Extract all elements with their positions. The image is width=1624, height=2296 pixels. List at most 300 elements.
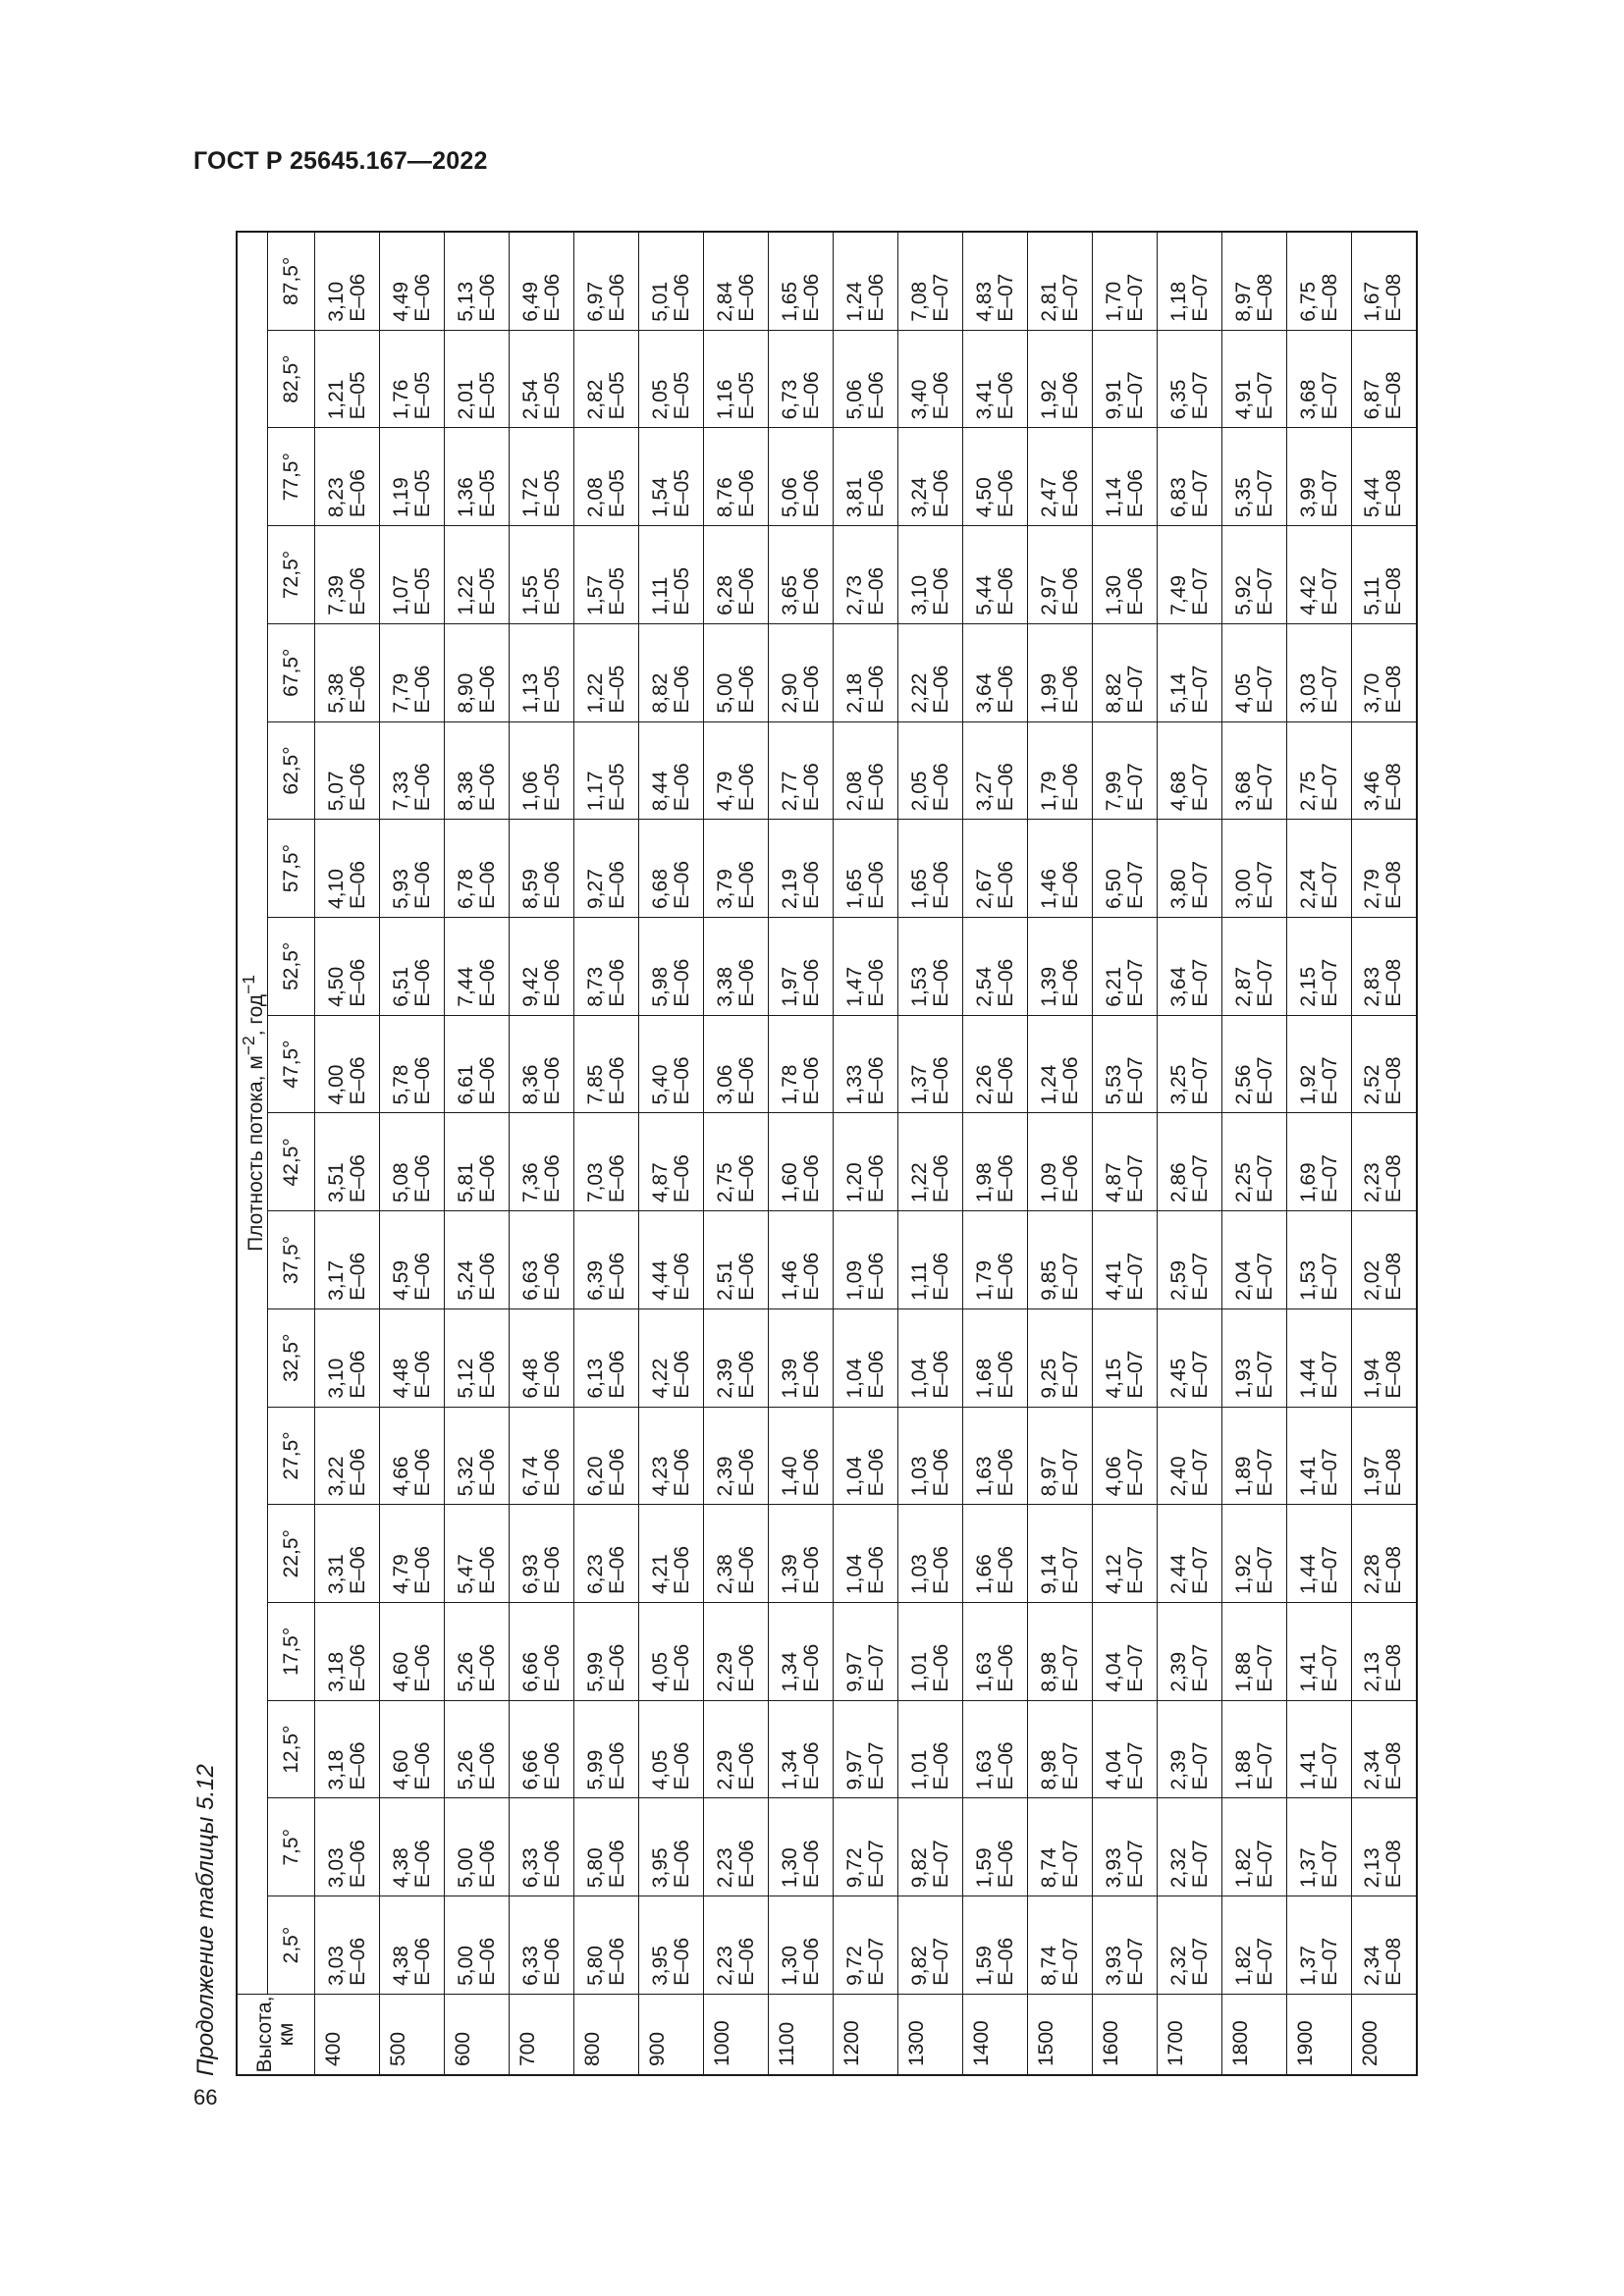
height-cell: 1500 xyxy=(1028,1994,1093,2075)
flux-mantissa: 1,34 xyxy=(778,1651,801,1692)
flux-value-cell xyxy=(639,1700,704,1798)
flux-mantissa: 6,66 xyxy=(518,1651,542,1692)
flux-mantissa: 1,04 xyxy=(907,1358,931,1399)
flux-exponent: E–07 xyxy=(1253,566,1276,615)
flux-exponent: E–06 xyxy=(410,1252,434,1301)
flux-mantissa: 1,65 xyxy=(842,869,866,909)
flux-mantissa: 1,03 xyxy=(907,1554,931,1595)
flux-mantissa: 2,47 xyxy=(1037,477,1060,518)
flux-mantissa: 6,61 xyxy=(454,1064,477,1105)
flux-value-cell xyxy=(1222,918,1287,1016)
table-row xyxy=(1287,232,1352,2075)
flux-mantissa: 2,13 xyxy=(1361,1651,1384,1692)
flux-value-cell xyxy=(834,1308,898,1407)
flux-exponent: E–07 xyxy=(1188,371,1212,420)
flux-exponent: E–07 xyxy=(1253,958,1276,1007)
flux-exponent: E–07 xyxy=(1188,273,1212,322)
flux-mantissa: 9,42 xyxy=(518,966,542,1007)
flux-mantissa: 1,11 xyxy=(907,1261,931,1301)
flux-header-text: Плотность потока, м xyxy=(244,1055,267,1252)
flux-value-cell xyxy=(574,1505,639,1603)
flux-value-cell xyxy=(574,820,639,918)
flux-mantissa: 2,87 xyxy=(1231,966,1255,1007)
flux-value-cell xyxy=(1222,1603,1287,1701)
flux-value-cell xyxy=(639,1113,704,1211)
flux-mantissa: 1,78 xyxy=(778,1064,801,1105)
flux-value-cell xyxy=(898,232,963,330)
flux-exponent: E–05 xyxy=(670,566,693,615)
flux-value-cell xyxy=(510,1308,574,1407)
flux-exponent: E–06 xyxy=(605,1252,628,1301)
flux-mantissa: 5,47 xyxy=(454,1554,477,1595)
flux-exponent: E–05 xyxy=(605,371,628,420)
flux-exponent: E–06 xyxy=(994,1840,1017,1889)
flux-value-cell xyxy=(445,623,510,721)
flux-value-cell xyxy=(1287,1505,1352,1603)
flux-exponent: E–06 xyxy=(994,1154,1017,1203)
flux-exponent: E–06 xyxy=(670,1937,693,1986)
flux-exponent: E–06 xyxy=(540,273,564,322)
flux-exponent: E–05 xyxy=(540,665,564,714)
flux-exponent: E–06 xyxy=(605,1937,628,1986)
angle-header: 27,5° xyxy=(268,1407,315,1505)
flux-exponent: E–06 xyxy=(475,273,499,322)
flux-exponent: E–06 xyxy=(670,1545,693,1595)
flux-exponent: E–06 xyxy=(410,1643,434,1692)
flux-value-cell xyxy=(834,1113,898,1211)
flux-value-cell xyxy=(510,721,574,820)
flux-mantissa: 4,87 xyxy=(648,1162,672,1203)
flux-value-cell xyxy=(1028,428,1093,526)
flux-value-cell xyxy=(834,1603,898,1701)
angle-header: 42,5° xyxy=(268,1113,315,1211)
flux-mantissa: 8,23 xyxy=(324,477,348,518)
flux-value-cell xyxy=(963,1211,1028,1309)
flux-mantissa: 1,92 xyxy=(1231,1554,1255,1595)
flux-value-cell xyxy=(769,1505,834,1603)
flux-exponent: E–07 xyxy=(1253,1741,1276,1790)
flux-exponent: E–07 xyxy=(1253,763,1276,812)
angle-header-row xyxy=(268,232,315,2075)
flux-exponent: E–07 xyxy=(1253,1448,1276,1497)
flux-exponent: E–06 xyxy=(346,1448,369,1497)
flux-mantissa: 1,79 xyxy=(1037,771,1060,812)
flux-value-cell xyxy=(1158,721,1222,820)
flux-mantissa: 5,99 xyxy=(583,1651,607,1692)
flux-header-unit: , год xyxy=(244,993,267,1037)
flux-value-cell xyxy=(445,1211,510,1309)
flux-value-cell xyxy=(510,623,574,721)
flux-exponent: E–08 xyxy=(1382,1545,1406,1595)
angle-header: 77,5° xyxy=(268,428,315,526)
flux-mantissa: 1,17 xyxy=(583,771,607,812)
flux-value-cell xyxy=(1093,1308,1158,1407)
flux-exponent: E–08 xyxy=(1382,1448,1406,1497)
flux-value-cell xyxy=(1158,1798,1222,1896)
flux-mantissa: 1,39 xyxy=(778,1358,801,1399)
flux-exponent: E–06 xyxy=(734,1448,758,1497)
flux-value-cell xyxy=(380,918,445,1016)
flux-value-cell xyxy=(1158,428,1222,526)
flux-value-cell xyxy=(639,232,704,330)
flux-exponent: E–06 xyxy=(605,273,628,322)
flux-mantissa: 2,59 xyxy=(1166,1260,1190,1301)
flux-value-cell xyxy=(1093,428,1158,526)
flux-exponent: E–06 xyxy=(346,273,369,322)
flux-exponent: E–07 xyxy=(929,273,952,322)
flux-mantissa: 2,39 xyxy=(1166,1651,1190,1692)
flux-mantissa: 4,60 xyxy=(389,1749,412,1790)
flux-exponent: E–08 xyxy=(1382,1840,1406,1889)
flux-mantissa: 4,48 xyxy=(389,1358,412,1399)
flux-mantissa: 6,33 xyxy=(518,1946,542,1986)
flux-mantissa: 1,22 xyxy=(907,1162,931,1203)
flux-exponent: E–06 xyxy=(540,1937,564,1986)
flux-mantissa: 4,06 xyxy=(1102,1456,1125,1497)
flux-value-cell xyxy=(1028,623,1093,721)
flux-exponent: E–06 xyxy=(864,1056,888,1105)
flux-exponent: E–07 xyxy=(1123,273,1147,322)
flux-value-cell xyxy=(574,1407,639,1505)
flux-mantissa: 5,44 xyxy=(972,574,996,615)
flux-exponent: E–06 xyxy=(799,1056,823,1105)
flux-mantissa: 3,93 xyxy=(1102,1847,1125,1889)
flux-mantissa: 1,55 xyxy=(518,574,542,615)
flux-mantissa: 8,97 xyxy=(1231,281,1255,322)
flux-value-cell xyxy=(834,1015,898,1113)
flux-value-cell xyxy=(1093,526,1158,624)
flux-mantissa: 4,79 xyxy=(713,771,736,812)
flux-mantissa: 2,34 xyxy=(1361,1749,1384,1790)
flux-exponent: E–07 xyxy=(1123,1545,1147,1595)
flux-mantissa: 2,29 xyxy=(713,1651,736,1692)
flux-exponent: E–06 xyxy=(799,1154,823,1203)
flux-exponent: E–06 xyxy=(864,1448,888,1497)
flux-value-cell xyxy=(1028,330,1093,428)
flux-mantissa: 1,70 xyxy=(1102,281,1125,322)
flux-exponent: E–06 xyxy=(864,1252,888,1301)
flux-exponent: E–06 xyxy=(670,273,693,322)
flux-exponent: E–06 xyxy=(410,763,434,812)
flux-mantissa: 4,04 xyxy=(1102,1749,1125,1790)
flux-exponent: E–07 xyxy=(1058,1643,1082,1692)
flux-exponent: E–06 xyxy=(475,1448,499,1497)
flux-value-cell xyxy=(769,623,834,721)
flux-exponent: E–06 xyxy=(734,1056,758,1105)
flux-exponent: E–07 xyxy=(1123,1448,1147,1497)
flux-value-cell xyxy=(1287,1798,1352,1896)
flux-mantissa: 1,39 xyxy=(1037,966,1060,1007)
flux-mantissa: 5,01 xyxy=(648,281,672,322)
flux-value-cell xyxy=(315,526,380,624)
flux-mantissa: 1,07 xyxy=(389,574,412,615)
flux-mantissa: 4,79 xyxy=(389,1554,412,1595)
flux-mantissa: 4,50 xyxy=(972,477,996,518)
flux-exponent: E–06 xyxy=(864,371,888,420)
flux-exponent: E–06 xyxy=(475,1741,499,1790)
flux-exponent: E–06 xyxy=(994,469,1017,518)
flux-mantissa: 5,00 xyxy=(713,672,736,714)
flux-exponent: E–07 xyxy=(1318,1350,1341,1399)
flux-mantissa: 4,00 xyxy=(324,1064,348,1105)
flux-mantissa: 1,01 xyxy=(907,1651,931,1692)
flux-value-cell xyxy=(704,1896,769,1995)
flux-exponent: E–07 xyxy=(864,1741,888,1790)
flux-exponent: E–06 xyxy=(929,1056,952,1105)
flux-value-cell xyxy=(1222,330,1287,428)
flux-exponent: E–06 xyxy=(670,1252,693,1301)
flux-value-cell xyxy=(315,232,380,330)
flux-exponent: E–06 xyxy=(410,1154,434,1203)
flux-exponent: E–06 xyxy=(1058,1056,1082,1105)
flux-mantissa: 3,10 xyxy=(324,1358,348,1399)
flux-exponent: E–06 xyxy=(410,1545,434,1595)
flux-exponent: E–07 xyxy=(1253,1252,1276,1301)
table-body xyxy=(315,232,1417,2075)
flux-value-cell xyxy=(639,1505,704,1603)
flux-value-cell xyxy=(445,1407,510,1505)
flux-mantissa: 2,81 xyxy=(1037,281,1060,322)
flux-value-cell xyxy=(510,820,574,918)
flux-exponent: E–06 xyxy=(799,1350,823,1399)
flux-mantissa: 2,05 xyxy=(907,771,931,812)
flux-mantissa: 2,40 xyxy=(1166,1456,1190,1497)
flux-value-cell xyxy=(315,1308,380,1407)
flux-value-cell xyxy=(834,1896,898,1995)
flux-mantissa: 2,18 xyxy=(842,672,866,714)
flux-value-cell xyxy=(574,428,639,526)
flux-exponent: E–07 xyxy=(1123,1056,1147,1105)
flux-mantissa: 5,12 xyxy=(454,1358,477,1399)
flux-value-cell xyxy=(834,1505,898,1603)
flux-mantissa: 3,95 xyxy=(648,1847,672,1889)
flux-value-cell xyxy=(1093,1896,1158,1995)
flux-value-cell xyxy=(834,820,898,918)
flux-value-cell xyxy=(445,428,510,526)
flux-exponent: E–06 xyxy=(864,469,888,518)
flux-mantissa: 5,24 xyxy=(454,1260,477,1301)
flux-mantissa: 3,64 xyxy=(1166,966,1190,1007)
flux-mantissa: 5,32 xyxy=(454,1456,477,1497)
flux-exponent: E–06 xyxy=(929,665,952,714)
flux-exponent: E–06 xyxy=(864,1545,888,1595)
flux-mantissa: 6,78 xyxy=(454,869,477,909)
flux-exponent: E–06 xyxy=(540,1741,564,1790)
flux-value-cell xyxy=(380,1211,445,1309)
flux-mantissa: 5,14 xyxy=(1166,672,1190,714)
flux-exponent: E–06 xyxy=(929,1741,952,1790)
flux-mantissa: 1,13 xyxy=(518,672,542,714)
flux-exponent: E–06 xyxy=(864,1350,888,1399)
flux-exponent: E–07 xyxy=(1318,1448,1341,1497)
flux-mantissa: 1,94 xyxy=(1361,1358,1384,1399)
flux-value-cell xyxy=(769,721,834,820)
height-cell: 1700 xyxy=(1158,1994,1222,2075)
flux-exponent: E–05 xyxy=(475,566,499,615)
flux-exponent: E–07 xyxy=(1123,1154,1147,1203)
flux-exponent: E–06 xyxy=(799,958,823,1007)
flux-exponent: E–06 xyxy=(410,665,434,714)
flux-mantissa: 3,06 xyxy=(713,1064,736,1105)
flux-mantissa: 8,73 xyxy=(583,966,607,1007)
flux-value-cell xyxy=(963,1308,1028,1407)
flux-mantissa: 1,92 xyxy=(1296,1064,1320,1105)
flux-value-cell xyxy=(898,1896,963,1995)
flux-exponent: E–06 xyxy=(346,1741,369,1790)
flux-value-cell xyxy=(704,1798,769,1896)
flux-value-cell xyxy=(898,1505,963,1603)
flux-mantissa: 6,97 xyxy=(583,281,607,322)
flux-mantissa: 2,51 xyxy=(713,1260,736,1301)
flux-value-cell xyxy=(639,820,704,918)
flux-value-cell xyxy=(574,1308,639,1407)
flux-value-cell xyxy=(574,1798,639,1896)
flux-value-cell xyxy=(1093,1113,1158,1211)
flux-mantissa: 1,54 xyxy=(648,477,672,518)
flux-value-cell xyxy=(1287,1308,1352,1407)
flux-mantissa: 1,34 xyxy=(778,1749,801,1790)
flux-exponent: E–06 xyxy=(864,273,888,322)
angle-header: 17,5° xyxy=(268,1603,315,1701)
flux-value-cell xyxy=(1352,1211,1417,1309)
flux-exponent: E–06 xyxy=(994,860,1017,909)
flux-mantissa: 3,27 xyxy=(972,771,996,812)
flux-exponent: E–06 xyxy=(929,1252,952,1301)
flux-exponent: E–07 xyxy=(1253,1840,1276,1889)
flux-mantissa: 2,22 xyxy=(907,672,931,714)
flux-value-cell xyxy=(704,918,769,1016)
height-cell: 500 xyxy=(380,1994,445,2075)
flux-mantissa: 6,28 xyxy=(713,574,736,615)
flux-value-cell xyxy=(898,1211,963,1309)
flux-mantissa: 1,46 xyxy=(1037,869,1060,909)
flux-value-cell xyxy=(639,1308,704,1407)
flux-exponent: E–08 xyxy=(1382,566,1406,615)
flux-mantissa: 3,03 xyxy=(1296,672,1320,714)
flux-value-cell xyxy=(963,526,1028,624)
flux-value-cell xyxy=(1093,623,1158,721)
flux-value-cell xyxy=(898,820,963,918)
flux-mantissa: 7,49 xyxy=(1166,574,1190,615)
flux-value-cell xyxy=(445,232,510,330)
flux-exponent: E–06 xyxy=(540,1252,564,1301)
flux-value-cell xyxy=(1222,1505,1287,1603)
flux-mantissa: 4,50 xyxy=(324,966,348,1007)
flux-exponent: E–06 xyxy=(994,1350,1017,1399)
flux-mantissa: 1,59 xyxy=(972,1847,996,1889)
height-cell: 1600 xyxy=(1093,1994,1158,2075)
flux-value-cell xyxy=(380,1700,445,1798)
flux-value-cell xyxy=(834,1700,898,1798)
flux-exponent: E–06 xyxy=(799,1545,823,1595)
flux-exponent: E–07 xyxy=(1058,1350,1082,1399)
angle-header: 67,5° xyxy=(268,623,315,721)
angle-header: 22,5° xyxy=(268,1505,315,1603)
height-cell: 1000 xyxy=(704,1994,769,2075)
flux-value-cell xyxy=(1158,918,1222,1016)
flux-mantissa: 1,01 xyxy=(907,1749,931,1790)
flux-value-cell xyxy=(1222,1798,1287,1896)
flux-mantissa: 2,23 xyxy=(1361,1162,1384,1203)
flux-mantissa: 3,68 xyxy=(1296,379,1320,420)
flux-mantissa: 5,00 xyxy=(454,1946,477,1986)
flux-value-cell xyxy=(574,330,639,428)
flux-mantissa: 5,40 xyxy=(648,1064,672,1105)
flux-value-cell xyxy=(380,623,445,721)
flux-exponent: E–06 xyxy=(475,763,499,812)
flux-exponent: E–06 xyxy=(734,566,758,615)
table-row xyxy=(898,232,963,2075)
flux-value-cell xyxy=(1158,1308,1222,1407)
flux-mantissa: 6,50 xyxy=(1102,869,1125,909)
flux-mantissa: 1,65 xyxy=(907,869,931,909)
flux-exponent: E–08 xyxy=(1382,1252,1406,1301)
flux-mantissa: 2,84 xyxy=(713,281,736,322)
flux-value-cell xyxy=(445,1896,510,1995)
flux-exponent: E–06 xyxy=(670,860,693,909)
flux-mantissa: 3,51 xyxy=(324,1162,348,1203)
flux-mantissa: 6,74 xyxy=(518,1456,542,1497)
flux-exponent: E–07 xyxy=(1123,1840,1147,1889)
flux-exponent: E–06 xyxy=(734,1937,758,1986)
flux-exponent: E–07 xyxy=(929,1840,952,1889)
flux-value-cell xyxy=(898,623,963,721)
flux-exponent: E–07 xyxy=(1058,1840,1082,1889)
flux-value-cell xyxy=(574,1211,639,1309)
flux-exponent: E–07 xyxy=(1123,665,1147,714)
flux-value-cell xyxy=(898,330,963,428)
flux-value-cell xyxy=(834,428,898,526)
flux-exponent: E–06 xyxy=(994,1448,1017,1497)
flux-exponent: E–07 xyxy=(1188,1643,1212,1692)
flux-mantissa: 6,35 xyxy=(1166,379,1190,420)
flux-exponent: E–06 xyxy=(929,371,952,420)
flux-exponent: E–06 xyxy=(605,1545,628,1595)
flux-mantissa: 1,63 xyxy=(972,1749,996,1790)
flux-exponent: E–07 xyxy=(1318,958,1341,1007)
flux-mantissa: 7,33 xyxy=(389,771,412,812)
flux-exponent: E–06 xyxy=(929,958,952,1007)
flux-exponent: E–06 xyxy=(799,1840,823,1889)
flux-exponent: E–08 xyxy=(1382,860,1406,909)
flux-value-cell xyxy=(898,428,963,526)
flux-value-cell xyxy=(1158,1113,1222,1211)
flux-value-cell xyxy=(898,1700,963,1798)
flux-value-cell xyxy=(769,1700,834,1798)
flux-exponent: E–07 xyxy=(1318,1545,1341,1595)
flux-exponent: E–06 xyxy=(1058,958,1082,1007)
flux-exponent: E–06 xyxy=(734,1741,758,1790)
flux-value-cell xyxy=(315,1407,380,1505)
flux-exponent: E–06 xyxy=(346,566,369,615)
flux-mantissa: 2,67 xyxy=(972,869,996,909)
flux-exponent: E–06 xyxy=(994,958,1017,1007)
page-number: 66 xyxy=(193,2085,218,2109)
flux-value-cell xyxy=(1093,1211,1158,1309)
flux-exponent: E–06 xyxy=(799,1937,823,1986)
flux-mantissa: 6,21 xyxy=(1102,966,1125,1007)
flux-mantissa: 8,82 xyxy=(1102,672,1125,714)
flux-value-cell xyxy=(704,232,769,330)
flux-value-cell xyxy=(1352,526,1417,624)
flux-mantissa: 7,85 xyxy=(583,1064,607,1105)
flux-exponent: E–06 xyxy=(994,1252,1017,1301)
height-cell: 1200 xyxy=(834,1994,898,2075)
flux-value-cell xyxy=(1158,1407,1222,1505)
flux-mantissa: 2,29 xyxy=(713,1749,736,1790)
flux-exponent: E–07 xyxy=(1058,1937,1082,1986)
flux-value-cell xyxy=(1287,820,1352,918)
